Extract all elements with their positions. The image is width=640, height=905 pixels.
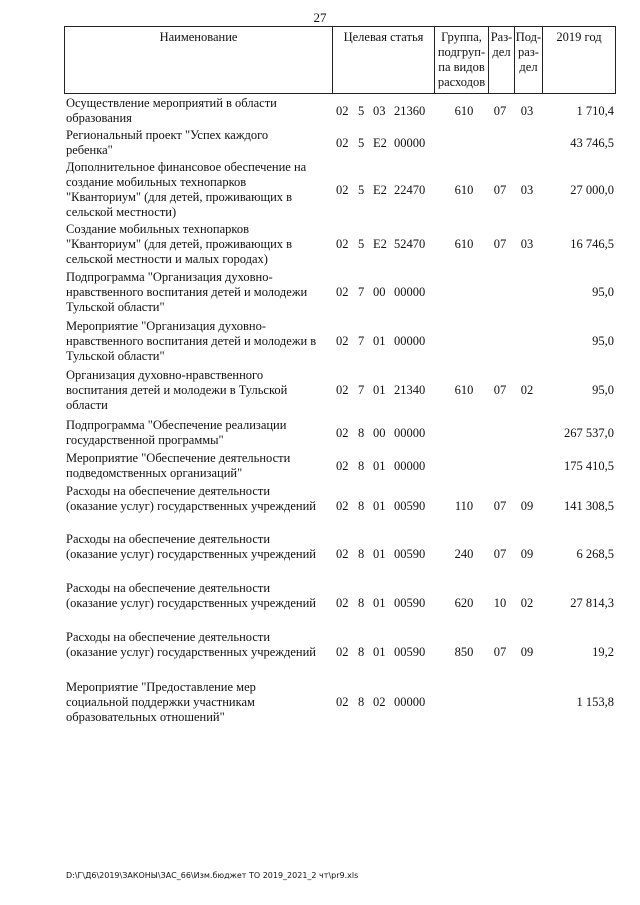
row-name-line: Расходы на обеспечение деятельности: [66, 581, 271, 595]
header-subsection-line: Под-: [515, 30, 542, 44]
row-name-line: (оказание услуг) государственных учреждений: [66, 547, 316, 561]
expense-group: 610: [454, 104, 474, 118]
subsection: 09: [520, 499, 534, 513]
row-name-line: сельской местности и малых городах): [66, 252, 268, 266]
row-name: [66, 418, 332, 448]
code-direction: 21340: [394, 383, 426, 397]
amount: 16 746,5: [570, 237, 614, 251]
code-subprogram: 8: [358, 596, 365, 610]
row-name-line: "Кванториум" (для детей, проживающих в: [66, 237, 293, 251]
code-event: 01: [373, 383, 386, 397]
code-event: 00: [373, 285, 386, 299]
code-direction: 00000: [394, 459, 426, 473]
subsection: 02: [520, 596, 534, 610]
row-name-line: Расходы на обеспечение деятельности: [66, 484, 271, 498]
code-direction: 00000: [394, 695, 426, 709]
code-program: 02: [336, 104, 349, 118]
subsection: 03: [520, 183, 534, 197]
header-group-line: па видов: [438, 60, 485, 74]
amount: 267 537,0: [564, 426, 614, 440]
amount: 95,0: [592, 334, 614, 348]
code-event: Е2: [373, 183, 387, 197]
row-name: [66, 270, 332, 315]
row-name: [66, 581, 332, 611]
code-subprogram: 5: [358, 237, 365, 251]
row-name-line: (оказание услуг) государственных учреждений: [66, 645, 316, 659]
row-name-line: Мероприятие "Обеспечение деятельности: [66, 451, 291, 465]
code-event: 03: [373, 104, 386, 118]
row-name-line: Расходы на обеспечение деятельности: [66, 532, 271, 546]
code-direction: 52470: [394, 237, 426, 251]
code-direction: 00590: [394, 499, 426, 513]
section: 07: [493, 183, 507, 197]
row-name-line: Дополнительное финансовое обеспечение на: [66, 160, 307, 174]
code-program: 02: [336, 499, 349, 513]
header-group: [434, 26, 488, 94]
code-subprogram: 7: [358, 285, 365, 299]
code-program: 02: [336, 285, 349, 299]
code-program: 02: [336, 383, 349, 397]
header-section: [488, 26, 514, 94]
subsection: 09: [520, 547, 534, 561]
row-name-line: "Кванториум" (для детей, проживающих в: [66, 190, 293, 204]
row-name: [66, 451, 332, 481]
row-name: [66, 532, 332, 562]
code-subprogram: 8: [358, 499, 365, 513]
code-event: 01: [373, 645, 386, 659]
code-subprogram: 8: [358, 547, 365, 561]
code-direction: 21360: [394, 104, 426, 118]
row-name-line: Тульской области": [66, 349, 165, 363]
code-subprogram: 8: [358, 645, 365, 659]
page-number: 27: [313, 10, 327, 25]
code-event: Е2: [373, 136, 387, 150]
section: 07: [493, 104, 507, 118]
code-program: 02: [336, 426, 349, 440]
code-direction: 00000: [394, 334, 426, 348]
section: 10: [493, 596, 507, 610]
amount: 27 000,0: [570, 183, 614, 197]
expense-group: 850: [454, 645, 474, 659]
code-program: 02: [336, 237, 349, 251]
header-section-line: дел: [492, 45, 511, 59]
row-name-line: государственной программы": [66, 433, 224, 447]
amount: 175 410,5: [564, 459, 614, 473]
code-direction: 00000: [394, 136, 426, 150]
header-name-label: Наименование: [159, 30, 238, 44]
row-name-line: Создание мобильных технопарков: [66, 222, 249, 236]
code-program: 02: [336, 334, 349, 348]
row-name: [66, 484, 332, 514]
row-name-line: образования: [66, 111, 132, 125]
section: 07: [493, 499, 507, 513]
row-name: [66, 128, 332, 158]
code-program: 02: [336, 459, 349, 473]
file-path-footer: D:\Г\Д6\2019\ЗАКОНЫ\ЗАС_66\Изм.бюджет ТО 2019_2021_2 чт\pr9.xls: [66, 871, 359, 880]
row-name-line: Мероприятие "Организация духовно-: [66, 319, 267, 333]
section: 07: [493, 383, 507, 397]
row-name-line: сельской местности): [66, 205, 177, 219]
row-name-line: Подпрограмма "Обеспечение реализации: [66, 418, 287, 432]
row-name-line: создание мобильных технопарков: [66, 175, 247, 189]
code-subprogram: 8: [358, 459, 365, 473]
row-name: [66, 96, 332, 126]
code-program: 02: [336, 645, 349, 659]
amount: 95,0: [592, 285, 614, 299]
header-group-line: Группа,: [441, 30, 482, 44]
code-program: 02: [336, 695, 349, 709]
code-subprogram: 8: [358, 695, 365, 709]
amount: 95,0: [592, 383, 614, 397]
section: 07: [493, 237, 507, 251]
amount: 27 814,3: [570, 596, 614, 610]
code-event: 01: [373, 547, 386, 561]
expense-group: 240: [454, 547, 474, 561]
section: 07: [493, 547, 507, 561]
header-year-label: 2019 год: [556, 30, 602, 44]
code-direction: 00000: [394, 426, 426, 440]
row-name-line: Осуществление мероприятий в области: [66, 96, 277, 110]
amount: 1 153,8: [576, 695, 614, 709]
code-event: 01: [373, 334, 386, 348]
code-event: 02: [373, 695, 386, 709]
row-name: [66, 680, 332, 725]
code-program: 02: [336, 596, 349, 610]
code-direction: 22470: [394, 183, 426, 197]
table-header: [64, 26, 616, 94]
row-name: [66, 368, 332, 413]
row-name-line: Подпрограмма "Организация духовно-: [66, 270, 273, 284]
code-subprogram: 7: [358, 334, 365, 348]
row-name: [66, 160, 332, 220]
row-name-line: ребенка": [66, 143, 113, 157]
header-section-line: Раз-: [490, 30, 513, 44]
amount: 43 746,5: [570, 136, 614, 150]
header-subsection-line: раз-: [518, 45, 539, 59]
header-year: [542, 26, 616, 94]
row-name-line: Организация духовно-нравственного: [66, 368, 264, 382]
amount: 1 710,4: [576, 104, 614, 118]
code-subprogram: 7: [358, 383, 365, 397]
subsection: 02: [520, 383, 534, 397]
code-program: 02: [336, 136, 349, 150]
code-subprogram: 5: [358, 104, 365, 118]
subsection: 03: [520, 237, 534, 251]
header-subsection: [514, 26, 542, 94]
header-name: [64, 26, 332, 94]
row-name-line: Расходы на обеспечение деятельности: [66, 630, 271, 644]
row-name-line: (оказание услуг) государственных учреждений: [66, 499, 316, 513]
amount: 19,2: [592, 645, 614, 659]
header-subsection-line: дел: [519, 60, 538, 74]
expense-group: 610: [454, 237, 474, 251]
code-program: 02: [336, 547, 349, 561]
row-name-line: нравственного воспитания детей и молодежи в: [66, 334, 317, 348]
row-name-line: образовательных отношений": [66, 710, 225, 724]
expense-group: 610: [454, 383, 474, 397]
subsection: 03: [520, 104, 534, 118]
code-program: 02: [336, 183, 349, 197]
row-name-line: Тульской области": [66, 300, 165, 314]
code-event: Е2: [373, 237, 387, 251]
amount: 6 268,5: [576, 547, 614, 561]
header-target-label: Целевая статья: [343, 30, 424, 44]
code-event: 01: [373, 499, 386, 513]
section: 07: [493, 645, 507, 659]
code-direction: 00590: [394, 596, 426, 610]
code-event: 01: [373, 596, 386, 610]
row-name-line: социальной поддержки участникам: [66, 695, 255, 709]
row-name-line: (оказание услуг) государственных учреждений: [66, 596, 316, 610]
row-name: [66, 630, 332, 660]
code-direction: 00590: [394, 645, 426, 659]
amount: 141 308,5: [564, 499, 614, 513]
row-name-line: нравственного воспитания детей и молодежи: [66, 285, 308, 299]
row-name-line: Мероприятие "Предоставление мер: [66, 680, 256, 694]
code-subprogram: 5: [358, 136, 365, 150]
row-name-line: области: [66, 398, 108, 412]
row-name-line: воспитания детей и молодежи в Тульской: [66, 383, 288, 397]
code-direction: 00000: [394, 285, 426, 299]
expense-group: 620: [454, 596, 474, 610]
row-name-line: Региональный проект "Успех каждого: [66, 128, 269, 142]
header-target: [332, 26, 434, 94]
code-subprogram: 5: [358, 183, 365, 197]
row-name: [66, 319, 332, 364]
row-name-line: подведомственных организаций": [66, 466, 243, 480]
header-group-line: расходов: [437, 75, 486, 89]
subsection: 09: [520, 645, 534, 659]
code-direction: 00590: [394, 547, 426, 561]
code-event: 01: [373, 459, 386, 473]
expense-group: 610: [454, 183, 474, 197]
code-event: 00: [373, 426, 386, 440]
header-group-line: подгруп-: [437, 45, 486, 59]
expense-group: 110: [454, 499, 474, 513]
code-subprogram: 8: [358, 426, 365, 440]
row-name: [66, 222, 332, 267]
